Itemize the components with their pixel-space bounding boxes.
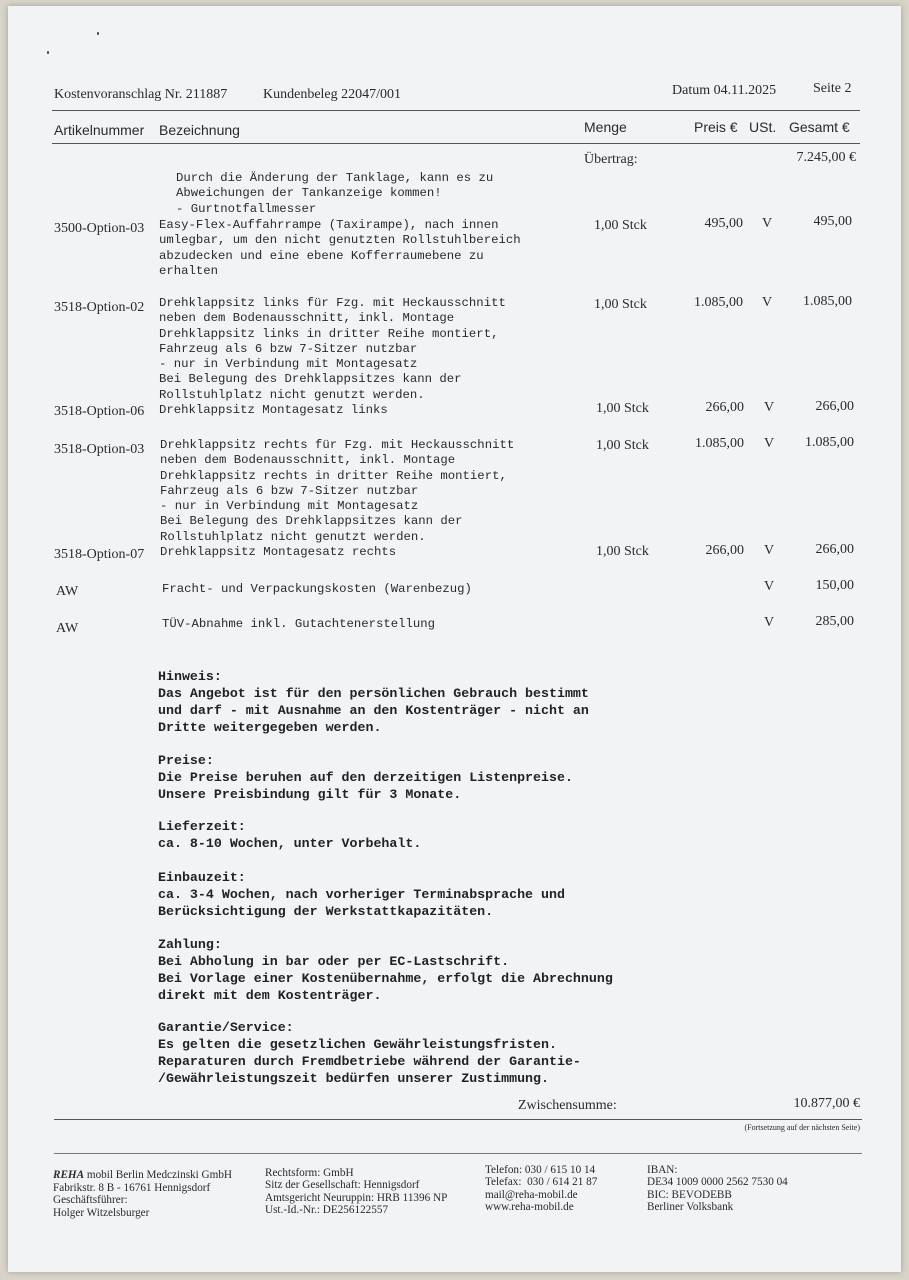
legal-info: Rechtsform: GmbH Sitz der Gesellschaft: Hennigsdorf Amtsgericht Neuruppin: HRB 11396 NP Ust.-Id.-Nr.: DE256122557 <box>265 1167 448 1217</box>
note-title: Garantie/Service: <box>158 1020 294 1035</box>
item-qty: 1,00 Stck <box>596 401 649 416</box>
note-text: ca. 3-4 Wochen, nach vorheriger Terminabsprache und Berücksichtigung der Werkstattkapazitäten. <box>158 887 565 919</box>
column-vat: USt. <box>749 119 777 135</box>
footer-rule <box>54 1153 862 1154</box>
item-total: 495,00 <box>813 214 852 229</box>
note-text: Die Preise beruhen auf den derzeitigen Listenpreise. Unsere Preisbindung gilt für 3 Monate. <box>158 770 573 802</box>
item-qty: 1,00 Stck <box>594 297 647 312</box>
item-description: TÜV-Abnahme inkl. Gutachtenerstellung <box>162 617 436 631</box>
item-article: AW <box>56 621 79 636</box>
item-article: AW <box>56 584 79 599</box>
item-description: Drehklappsitz Montagesatz links <box>159 403 388 417</box>
item-qty: 1,00 Stck <box>596 438 649 453</box>
column-price: Preis € <box>694 119 738 135</box>
note-text: Bei Abholung in bar oder per EC-Lastschrift. Bei Vorlage einer Kostenübernahme, erfolgt die Abrechnung direkt mit dem Kostenträger. <box>158 954 613 1003</box>
item-total: 266,00 <box>815 399 854 414</box>
item-article: 3518-Option-03 <box>54 442 145 457</box>
item-price: 495,00 <box>704 216 743 231</box>
item-total: 1.085,00 <box>805 435 854 450</box>
item-description: Easy-Flex-Auffahrrampe (Taxirampe), nach innen umlegbar, um den nicht genutzten Rollstuhlbereich abzudecken und eine ebene Kofferraumebene zu erhalten <box>159 218 521 278</box>
note-title: Hinweis: <box>158 669 222 684</box>
item-article: 3518-Option-06 <box>54 404 145 419</box>
item-vat: V <box>762 295 773 310</box>
item-description: Fracht- und Verpackungskosten (Warenbezug) <box>162 582 472 596</box>
note-text: Es gelten die gesetzlichen Gewährleistungsfristen. Reparaturen durch Fremdbetriebe während der Garantie- /Gewährleistungszeit bedürfen unserer Zustimmung. <box>158 1037 581 1086</box>
document-date: Datum 04.11.2025 <box>672 83 777 98</box>
speck <box>97 32 99 35</box>
header-rule <box>52 110 860 111</box>
bank-info: IBAN: DE34 1009 0000 2562 7530 04 BIC: BEVODEBB Berliner Volksbank <box>647 1164 788 1214</box>
item-article: 3518-Option-02 <box>54 300 145 315</box>
note-title: Einbauzeit: <box>158 870 246 885</box>
contact-info: Telefon: 030 / 615 10 14 Telefax: 030 / 614 21 87 mail@reha-mobil.de www.reha-mobil.de <box>485 1164 598 1214</box>
company-name-rest: mobil Berlin Medczinski GmbH <box>84 1169 233 1181</box>
item-vat: V <box>764 543 775 558</box>
item-vat: V <box>764 579 775 594</box>
item-article: 3500-Option-03 <box>54 221 145 236</box>
company-address: Fabrikstr. 8 B - 16761 Hennigsdorf Geschäftsführer: Holger Witzelsburger <box>53 1182 211 1219</box>
item-description: Drehklappsitz links für Fzg. mit Heckausschnitt neben dem Bodenausschnitt, inkl. Montage Drehklappsitz links in dritter Reihe montiert, Fahrzeug als 6 bzw 7-Sitzer nutzbar - nur in Verbindung mit Montagesatz Bei Belegung des Drehklappsitzes kann der Rollstuhlplatz nicht genutzt werden. <box>159 296 506 402</box>
note-title: Lieferzeit: <box>158 819 246 834</box>
item-price: 1.085,00 <box>695 436 744 451</box>
column-qty: Menge <box>584 119 627 135</box>
carry-over-label: Übertrag: <box>584 152 638 167</box>
item-price: 266,00 <box>705 400 744 415</box>
note-title: Zahlung: <box>158 937 222 952</box>
note-title: Preise: <box>158 753 214 768</box>
item-description: Drehklappsitz Montagesatz rechts <box>160 545 397 559</box>
column-description: Bezeichnung <box>159 122 240 138</box>
company-name <box>53 1169 232 1181</box>
column-rule <box>52 143 860 144</box>
subtotal-label: Zwischensumme: <box>518 1098 617 1113</box>
customer-receipt: Kundenbeleg 22047/001 <box>263 87 402 102</box>
note-text: Das Angebot ist für den persönlichen Gebrauch bestimmt und darf - mit Ausnahme an den Kostenträger - nicht an Dritte weitergegeben werden. <box>158 686 589 735</box>
item-qty: 1,00 Stck <box>594 218 647 233</box>
item-total: 1.085,00 <box>803 294 852 309</box>
quote-number: Kostenvoranschlag Nr. 211887 <box>54 87 228 102</box>
item-price: 1.085,00 <box>694 295 743 310</box>
company-brand: REHA <box>53 1169 85 1181</box>
item-total: 285,00 <box>815 614 854 629</box>
carry-over-description: Durch die Änderung der Tanklage, kann es zu Abweichungen der Tankanzeige kommen! - Gurtnotfallmesser <box>176 171 494 216</box>
speck <box>47 51 49 54</box>
item-price: 266,00 <box>705 543 744 558</box>
column-article: Artikelnummer <box>54 122 145 138</box>
item-vat: V <box>764 400 775 415</box>
item-description: Drehklappsitz rechts für Fzg. mit Heckausschnitt neben dem Bodenausschnitt, inkl. Montage Drehklappsitz rechts in dritter Reihe montiert, Fahrzeug als 6 bzw 7-Sitzer nutzbar - nur in Verbindung mit Montagesatz Bei Belegung des Drehklappsitzes kann der Rollstuhlplatz nicht genutzt werden. <box>160 438 515 544</box>
note-text: ca. 8-10 Wochen, unter Vorbehalt. <box>158 836 422 851</box>
column-total: Gesamt € <box>789 119 850 135</box>
item-qty: 1,00 Stck <box>596 544 649 559</box>
subtotal-value: 10.877,00 € <box>793 1096 860 1111</box>
carry-over-value: 7.245,00 € <box>796 150 856 165</box>
item-total: 266,00 <box>815 542 854 557</box>
item-vat: V <box>764 436 775 451</box>
item-vat: V <box>764 615 775 630</box>
subtotal-rule <box>54 1119 862 1120</box>
continued-note: (Fortsetzung auf der nächsten Seite) <box>744 1123 860 1132</box>
page-number: Seite 2 <box>813 81 852 96</box>
item-vat: V <box>762 216 773 231</box>
item-total: 150,00 <box>815 578 854 593</box>
item-article: 3518-Option-07 <box>54 547 145 562</box>
document-page <box>8 6 901 1272</box>
